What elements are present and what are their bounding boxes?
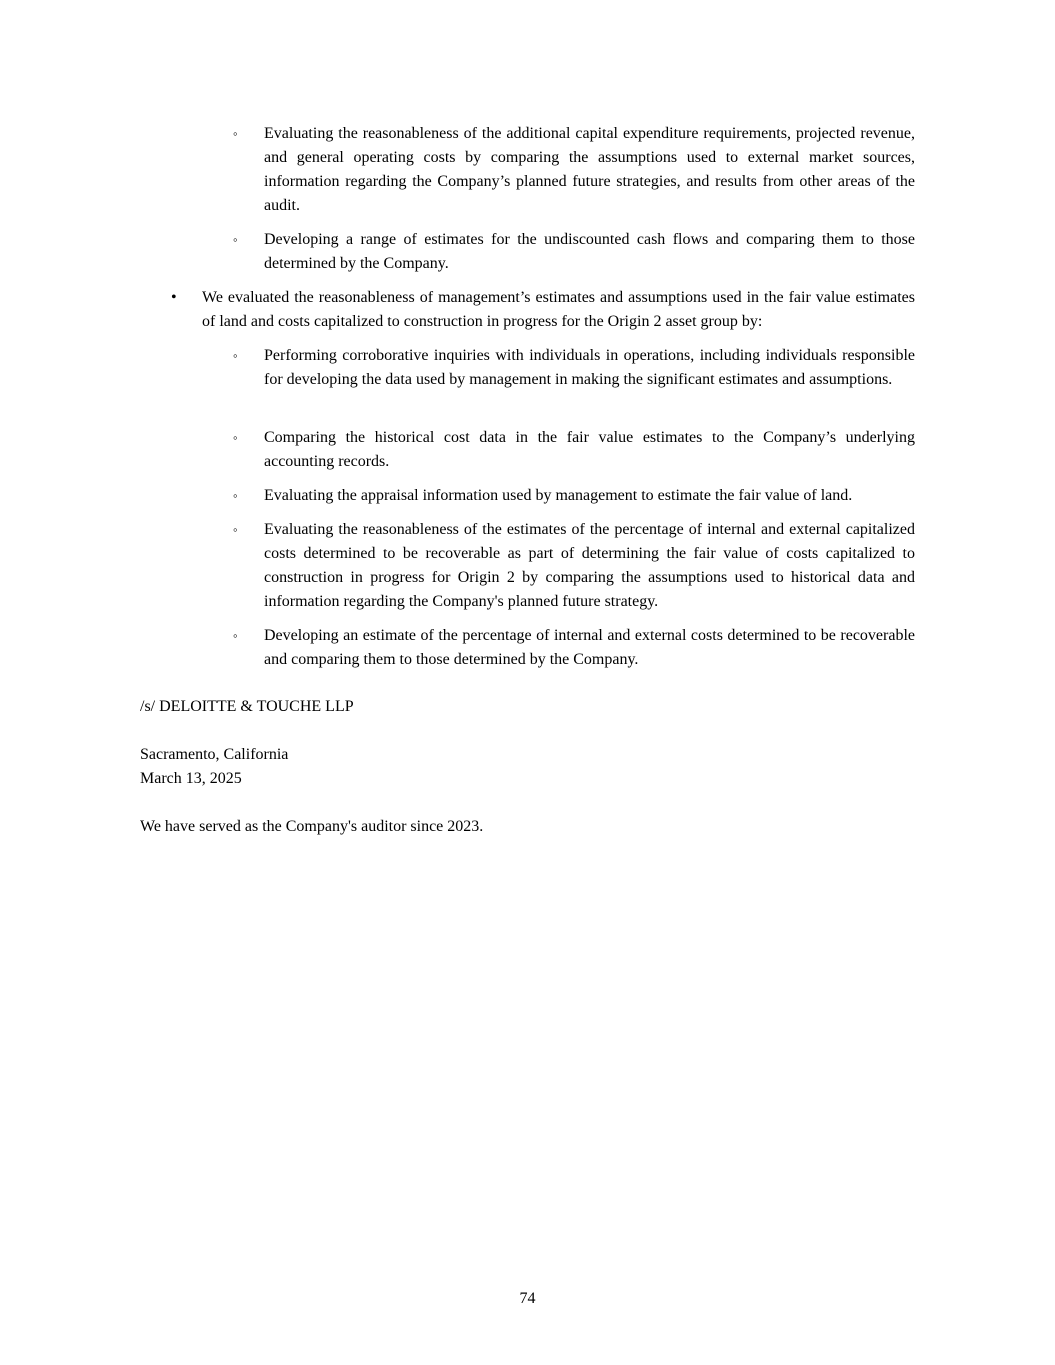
item-text: We evaluated the reasonableness of management’s estimates and assumptions used in the fair value estimates of land and costs capitalized to construction in progress for the Origin 2 asset group by: [202, 289, 915, 330]
auditor-signature: /s/ DELOITTE & TOUCHE LLP [140, 698, 354, 715]
auditor-tenure-statement: We have served as the Company's auditor since 2023. [140, 818, 484, 835]
sub-bullet-item [233, 426, 915, 474]
item-text: Developing an estimate of the percentage of internal and external costs determined to be recoverable and comparing them to those determined by the Company. [264, 627, 915, 668]
page-number: 74 [519, 1290, 536, 1307]
hollow-bullet-icon: ◦ [233, 430, 238, 445]
signature-date: March 13, 2025 [140, 770, 242, 787]
sub-bullet-item [233, 484, 915, 508]
hollow-bullet-icon: ◦ [233, 488, 238, 503]
item-text: Performing corroborative inquiries with individuals in operations, including individuals responsible for developing the data used by management in making the significant estimates and assumptions. [264, 347, 915, 388]
sub-bullet-item [233, 344, 915, 392]
sub-bullet-item [233, 624, 915, 672]
item-text: Evaluating the reasonableness of the additional capital expenditure requirements, projected revenue, and general operating costs by comparing the assumptions used to external market sources, information regarding the Company’s planned future strategies, and results from other areas of the audit. [264, 125, 915, 214]
bullet-icon: • [171, 289, 177, 306]
main-bullet-item [171, 286, 915, 334]
item-text: Evaluating the appraisal information used by management to estimate the fair value of land. [264, 487, 853, 504]
hollow-bullet-icon: ◦ [233, 522, 238, 537]
item-text: Evaluating the reasonableness of the estimates of the percentage of internal and external capitalized costs determined to be recoverable as part of determining the fair value of costs capitalized to construction in progress for Origin 2 by comparing the assumptions used to historical data and information regarding the Company's planned future strategy. [264, 521, 915, 610]
signature-location: Sacramento, California [140, 746, 289, 763]
sub-bullet-item [233, 518, 915, 614]
hollow-bullet-icon: ◦ [233, 232, 238, 247]
item-text: Developing a range of estimates for the undiscounted cash flows and comparing them to those determined by the Company. [264, 231, 915, 272]
sub-bullet-item [233, 122, 915, 218]
sub-bullet-item [233, 228, 915, 276]
hollow-bullet-icon: ◦ [233, 348, 238, 363]
hollow-bullet-icon: ◦ [233, 126, 238, 141]
hollow-bullet-icon: ◦ [233, 628, 238, 643]
item-text: Comparing the historical cost data in the fair value estimates to the Company’s underlying accounting records. [264, 429, 915, 470]
